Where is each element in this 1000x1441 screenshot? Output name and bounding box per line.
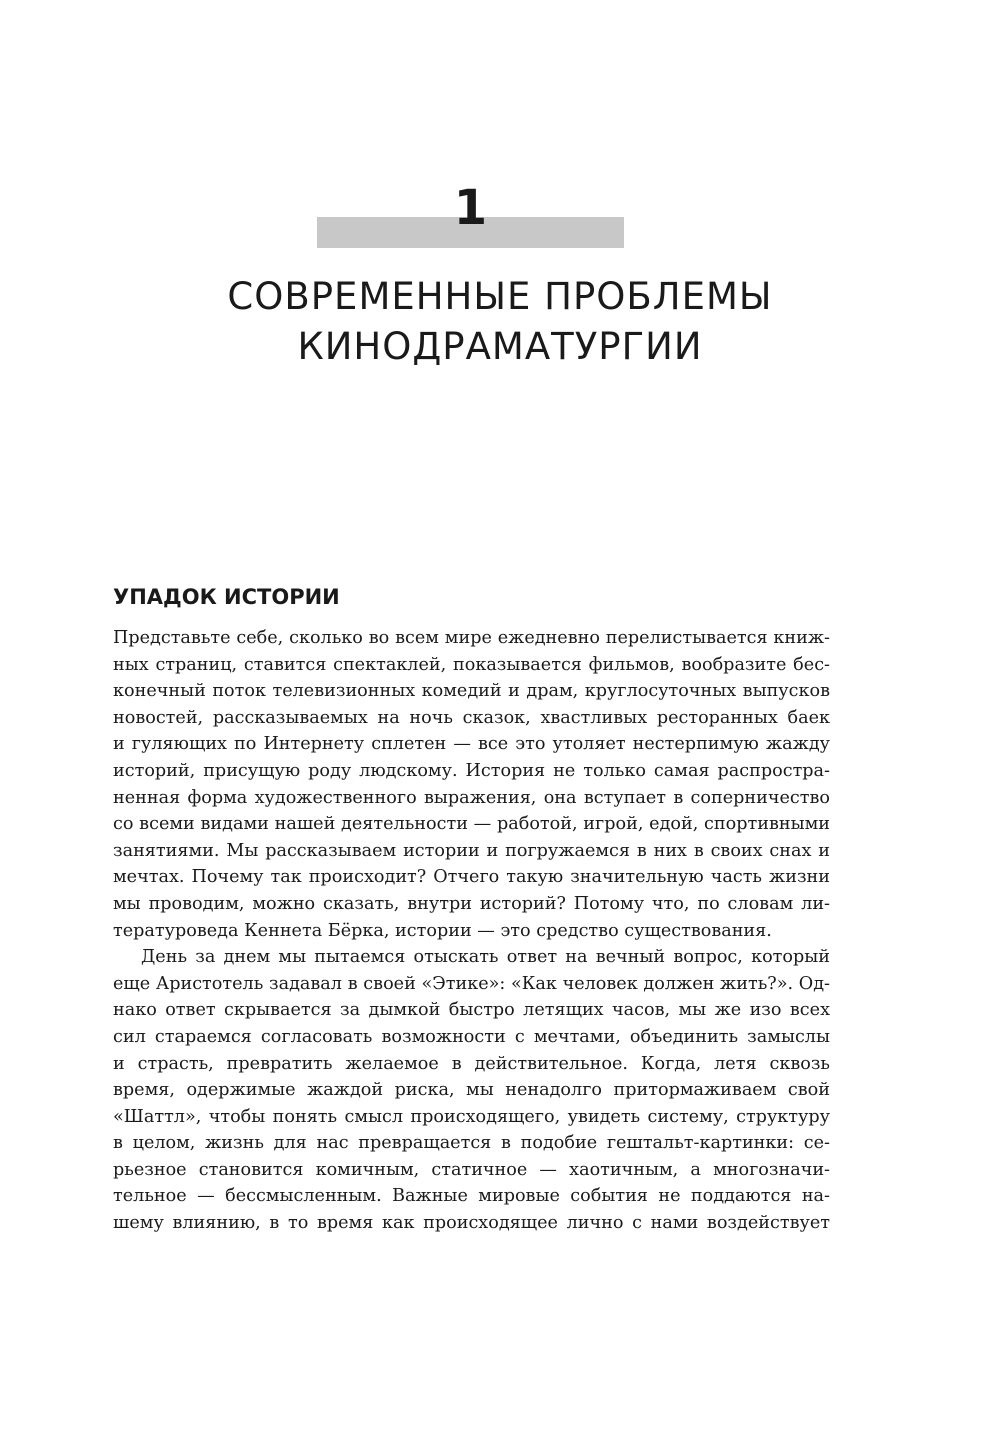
text-line: рьезное становится комичным, статичное — хаотичным, а многозначи- bbox=[113, 1159, 830, 1180]
section-heading: УПАДОК ИСТОРИИ bbox=[113, 585, 340, 609]
text-line: время, одержимые жаждой риска, мы ненадолго притормаживаем свой bbox=[113, 1080, 830, 1101]
text-line: конечный поток телевизионных комедий и драм, круглосуточных выпусков bbox=[113, 681, 830, 702]
text-line: и страсть, превратить желаемое в действительное. Когда, летя сквозь bbox=[113, 1053, 830, 1074]
body-text bbox=[113, 625, 830, 1237]
text-line: сил стараемся согласовать возможности с мечтами, объединить замыслы bbox=[113, 1026, 830, 1047]
chapter-title bbox=[100, 272, 900, 372]
text-line: «Шаттл», чтобы понять смысл происходящего, увидеть систему, структуру bbox=[113, 1106, 830, 1127]
text-line: еще Аристотель задавал в своей «Этике»: «Как человек должен жить?». Од- bbox=[113, 973, 830, 994]
text-line: ненная форма художественного выражения, она вступает в соперничество bbox=[113, 787, 830, 808]
paragraph bbox=[113, 625, 830, 944]
chapter-number: 1 bbox=[453, 180, 488, 236]
text-line: нако ответ скрывается за дымкой быстро летящих часов, мы же изо всех bbox=[113, 1000, 830, 1021]
text-line: со всеми видами нашей деятельности — работой, игрой, едой, спортивными bbox=[113, 814, 830, 835]
chapter-title-line: СОВРЕМЕННЫЕ ПРОБЛЕМЫ bbox=[227, 275, 773, 318]
text-line: в целом, жизнь для нас превращается в подобие гештальт-картинки: се- bbox=[113, 1133, 830, 1154]
text-line: тельное — бессмысленным. Важные мировые события не поддаются на- bbox=[113, 1186, 830, 1207]
text-line: тературоведа Кеннета Бёрка, истории — это средство существования. bbox=[113, 920, 772, 941]
text-line: новостей, рассказываемых на ночь сказок, хвастливых ресторанных баек bbox=[113, 707, 830, 728]
text-line: занятиями. Мы рассказываем истории и погружаемся в них в своих снах и bbox=[113, 840, 830, 861]
text-line: День за днем мы пытаемся отыскать ответ на вечный вопрос, который bbox=[141, 947, 830, 968]
chapter-title-line: КИНОДРАМАТУРГИИ bbox=[297, 325, 703, 368]
text-line: Представьте себе, сколько во всем мире ежедневно перелистывается книж- bbox=[113, 628, 830, 648]
text-line: мечтах. Почему так происходит? Отчего такую значительную часть жизни bbox=[113, 867, 830, 888]
text-line: мы проводим, можно сказать, внутри историй? Потому что, по словам ли- bbox=[113, 893, 830, 914]
text-line: историй, присущую роду людскому. История не только самая распростра- bbox=[113, 760, 830, 781]
text-line: шему влиянию, в то время как происходящее лично с нами воздействует bbox=[113, 1213, 830, 1234]
text-line: и гуляющих по Интернету сплетен — все это утоляет нестерпимую жажду bbox=[113, 734, 830, 755]
paragraph bbox=[113, 944, 830, 1237]
text-line: ных страниц, ставится спектаклей, показывается фильмов, вообразите бес- bbox=[113, 654, 830, 675]
